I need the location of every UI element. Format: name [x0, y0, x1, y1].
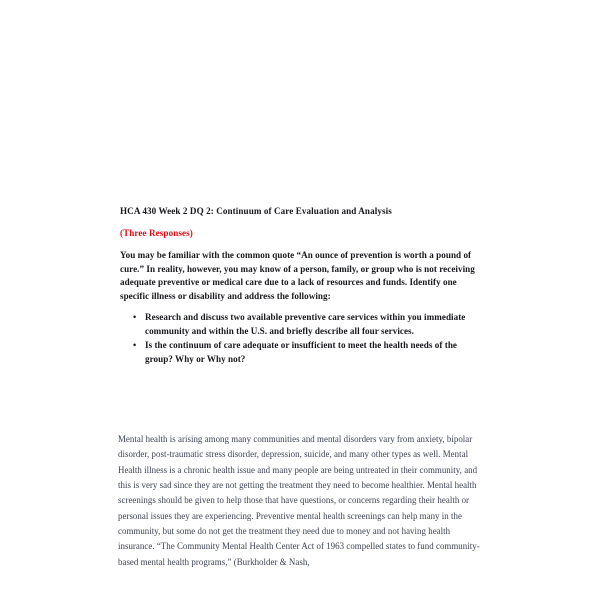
bullet-marker-icon: • [133, 312, 137, 323]
page-title: HCA 430 Week 2 DQ 2: Continuum of Care Evaluation and Analysis [120, 206, 392, 216]
prompt-bullet-list [120, 311, 484, 366]
assignment-prompt-section [120, 205, 484, 366]
list-item [120, 311, 484, 339]
list-item-label: Research and discuss two available preventive care services within you immediate community and within the U.S. and briefly describe all four services. [145, 312, 466, 336]
bullet-marker-icon: • [133, 339, 137, 350]
list-item [120, 339, 484, 367]
response-body-section [118, 432, 488, 570]
list-item-label: Is the continuum of care adequate or insufficient to meet the health needs of the group? Why or Why not? [145, 339, 458, 364]
responses-count-note: (Three Responses) [120, 227, 193, 238]
prompt-paragraph: You may be familiar with the common quote “An ounce of prevention is worth a pound of cure.” In reality, however, you may know of a person, family, or group who is not receiving adequate preventive or medical care due to a lack of resources and funds. Identify one specific illness or disability and address the following: [120, 249, 475, 302]
body-paragraph: Mental health is arising among many communities and mental disorders vary from anxiety, bipolar disorder, post-traumatic stress disorder, depression, suicide, and many other types as well. Mental Health illness is a chronic health issue and many people are being untreated in their community, and this is very sad since they are not getting the treatment they need to become healthier. Mental health screenings should be given to help those that have questions, or concerns regarding their health or personal issues they are experiencing. Preventive mental health screenings can help many in the community, but some do not get the treatment they need due to money and not having health insurance. “The Community Mental Health Center Act of 1963 compelled states to fund community-based mental health programs,” (Burkholder & Nash, [118, 434, 480, 567]
